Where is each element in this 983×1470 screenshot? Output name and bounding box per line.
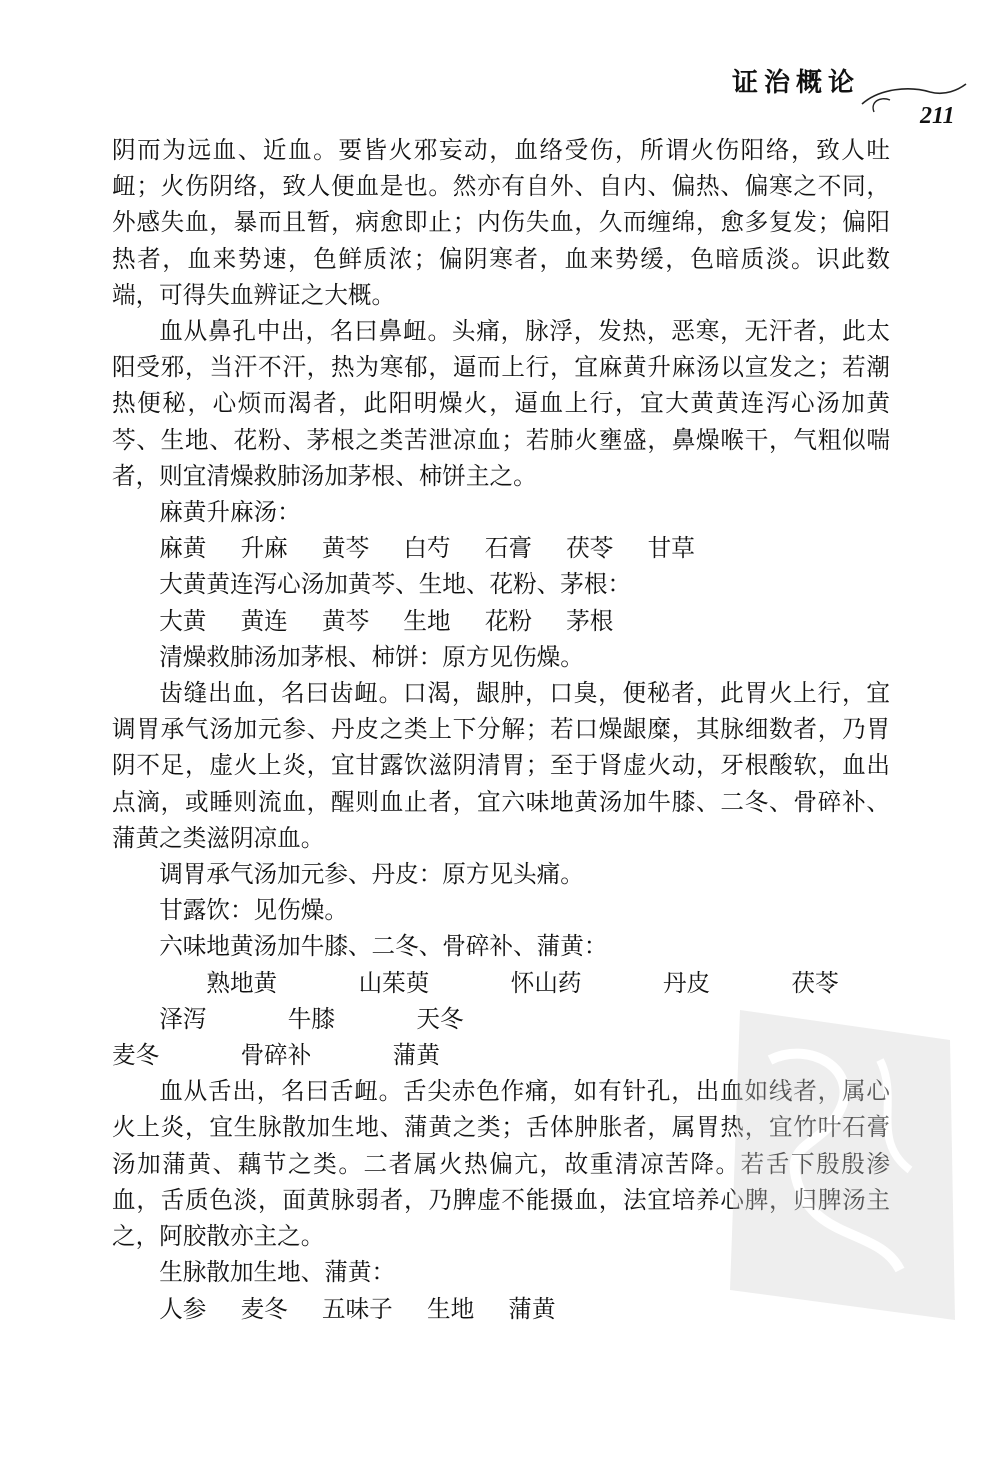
formula-title: 甘露饮：见伤燥。 xyxy=(159,896,348,925)
herb-list xyxy=(112,603,890,639)
paragraph: 阴而为远血、近血。要皆火邪妄动，血络受伤，所谓火伤阳络，致人吐衄；火伤阴络，致人便血是也。然亦有自外、自内、偏热、偏寒之不同，外感失血，暴而且暂，病愈即止；内伤失血，久而缠绵，愈多复发；偏阳热者，血来势速，色鲜质浓；偏阴寒者，血来势缓，色暗质淡。识此数端，可得失血辨证之大概。 xyxy=(112,136,890,309)
herb-item: 麦冬 xyxy=(240,1294,288,1323)
formula-title: 大黄黄连泻心汤加黄芩、生地、花粉、茅根： xyxy=(159,570,632,599)
herb-item: 山茱萸 xyxy=(358,968,430,997)
herb-item: 蒲黄 xyxy=(508,1294,556,1323)
formula-title: 麻黄升麻汤： xyxy=(159,498,301,527)
herb-item: 茯苓 xyxy=(791,968,839,997)
herb-item: 麻黄 xyxy=(159,534,207,563)
herb-item: 牛膝 xyxy=(287,1004,335,1033)
herb-item: 黄连 xyxy=(240,606,288,635)
herb-item: 丹皮 xyxy=(662,968,711,997)
paragraph: 齿缝出血，名曰齿衄。口渴，龈肿，口臭，便秘者，此胃火上行，宜调胃承气汤加元参、丹皮之类上下分解；若口燥龈糜，其脉细数者，乃胃阴不足，虚火上炎，宜甘露饮滋阴清胃；至于肾虚火动，牙根酸软，血出点滴，或睡则流血，醒则血止者，宜六味地黄汤加牛膝、二冬、骨碎补、蒲黄之类滋阴凉血。 xyxy=(112,679,890,852)
herb-item: 生地 xyxy=(403,606,451,635)
herb-item: 熟地黄 xyxy=(206,968,278,997)
herb-item: 蒲黄 xyxy=(392,1041,440,1070)
watermark-stamp xyxy=(700,1000,970,1330)
herb-item: 麦冬 xyxy=(112,1041,160,1070)
herb-item: 大黄 xyxy=(159,606,207,635)
herb-item: 茅根 xyxy=(566,606,614,635)
herb-item: 黄芩 xyxy=(322,606,370,635)
herb-item: 五味子 xyxy=(322,1294,393,1323)
herb-item: 骨碎补 xyxy=(240,1041,312,1070)
herb-item: 黄芩 xyxy=(322,534,370,563)
herb-item: 天冬 xyxy=(416,1004,464,1033)
formula-title: 生脉散加生地、蒲黄： xyxy=(159,1258,396,1287)
formula-title: 清燥救肺汤加茅根、柿饼：原方见伤燥。 xyxy=(159,642,584,671)
herb-item: 白芍 xyxy=(403,534,451,563)
herb-item: 生地 xyxy=(427,1294,475,1323)
herb-item: 茯苓 xyxy=(566,534,614,563)
formula-title: 六味地黄汤加牛膝、二冬、骨碎补、蒲黄： xyxy=(159,932,608,961)
paragraph: 血从鼻孔中出，名曰鼻衄。头痛，脉浮，发热，恶寒，无汗者，此太阳受邪，当汗不汗，热为寒郁，逼而上行，宜麻黄升麻汤以宣发之；若潮热便秘，心烦而渴者，此阳明燥火，逼血上行，宜大黄黄连泻心汤加黄芩、生地、花粉、茅根之类苦泄凉血；若肺火壅盛，鼻燥喉干，气粗似喘者，则宜清燥救肺汤加茅根、柿饼主之。 xyxy=(112,317,890,490)
herb-item: 甘草 xyxy=(647,534,695,563)
herb-item: 人参 xyxy=(159,1294,207,1323)
herb-item: 石膏 xyxy=(484,534,532,563)
herb-item: 泽泻 xyxy=(159,1004,207,1033)
running-header: 证治概论 xyxy=(732,68,861,98)
formula-title: 调胃承气汤加元参、丹皮：原方见头痛。 xyxy=(159,860,584,889)
herb-list xyxy=(112,530,890,566)
herb-item: 升麻 xyxy=(240,534,288,563)
herb-item: 花粉 xyxy=(484,606,532,635)
herb-item: 怀山药 xyxy=(510,968,582,997)
page-number: 211 xyxy=(920,103,955,129)
paragraph: 血从舌出，名曰舌衄。舌尖赤色作痛，如有针孔，出血如线者，属心火上炎，宜生脉散加生地、蒲黄之类；舌体肿胀者，属胃热，宜竹叶石膏汤加蒲黄、藕节之类。二者属火热偏亢，故重清凉苦降。若舌下殷殷渗血，舌质色淡，面黄脉弱者，乃脾虚不能摄血，法宜培养心脾，归脾汤主之，阿胶散亦主之。 xyxy=(112,1077,890,1251)
